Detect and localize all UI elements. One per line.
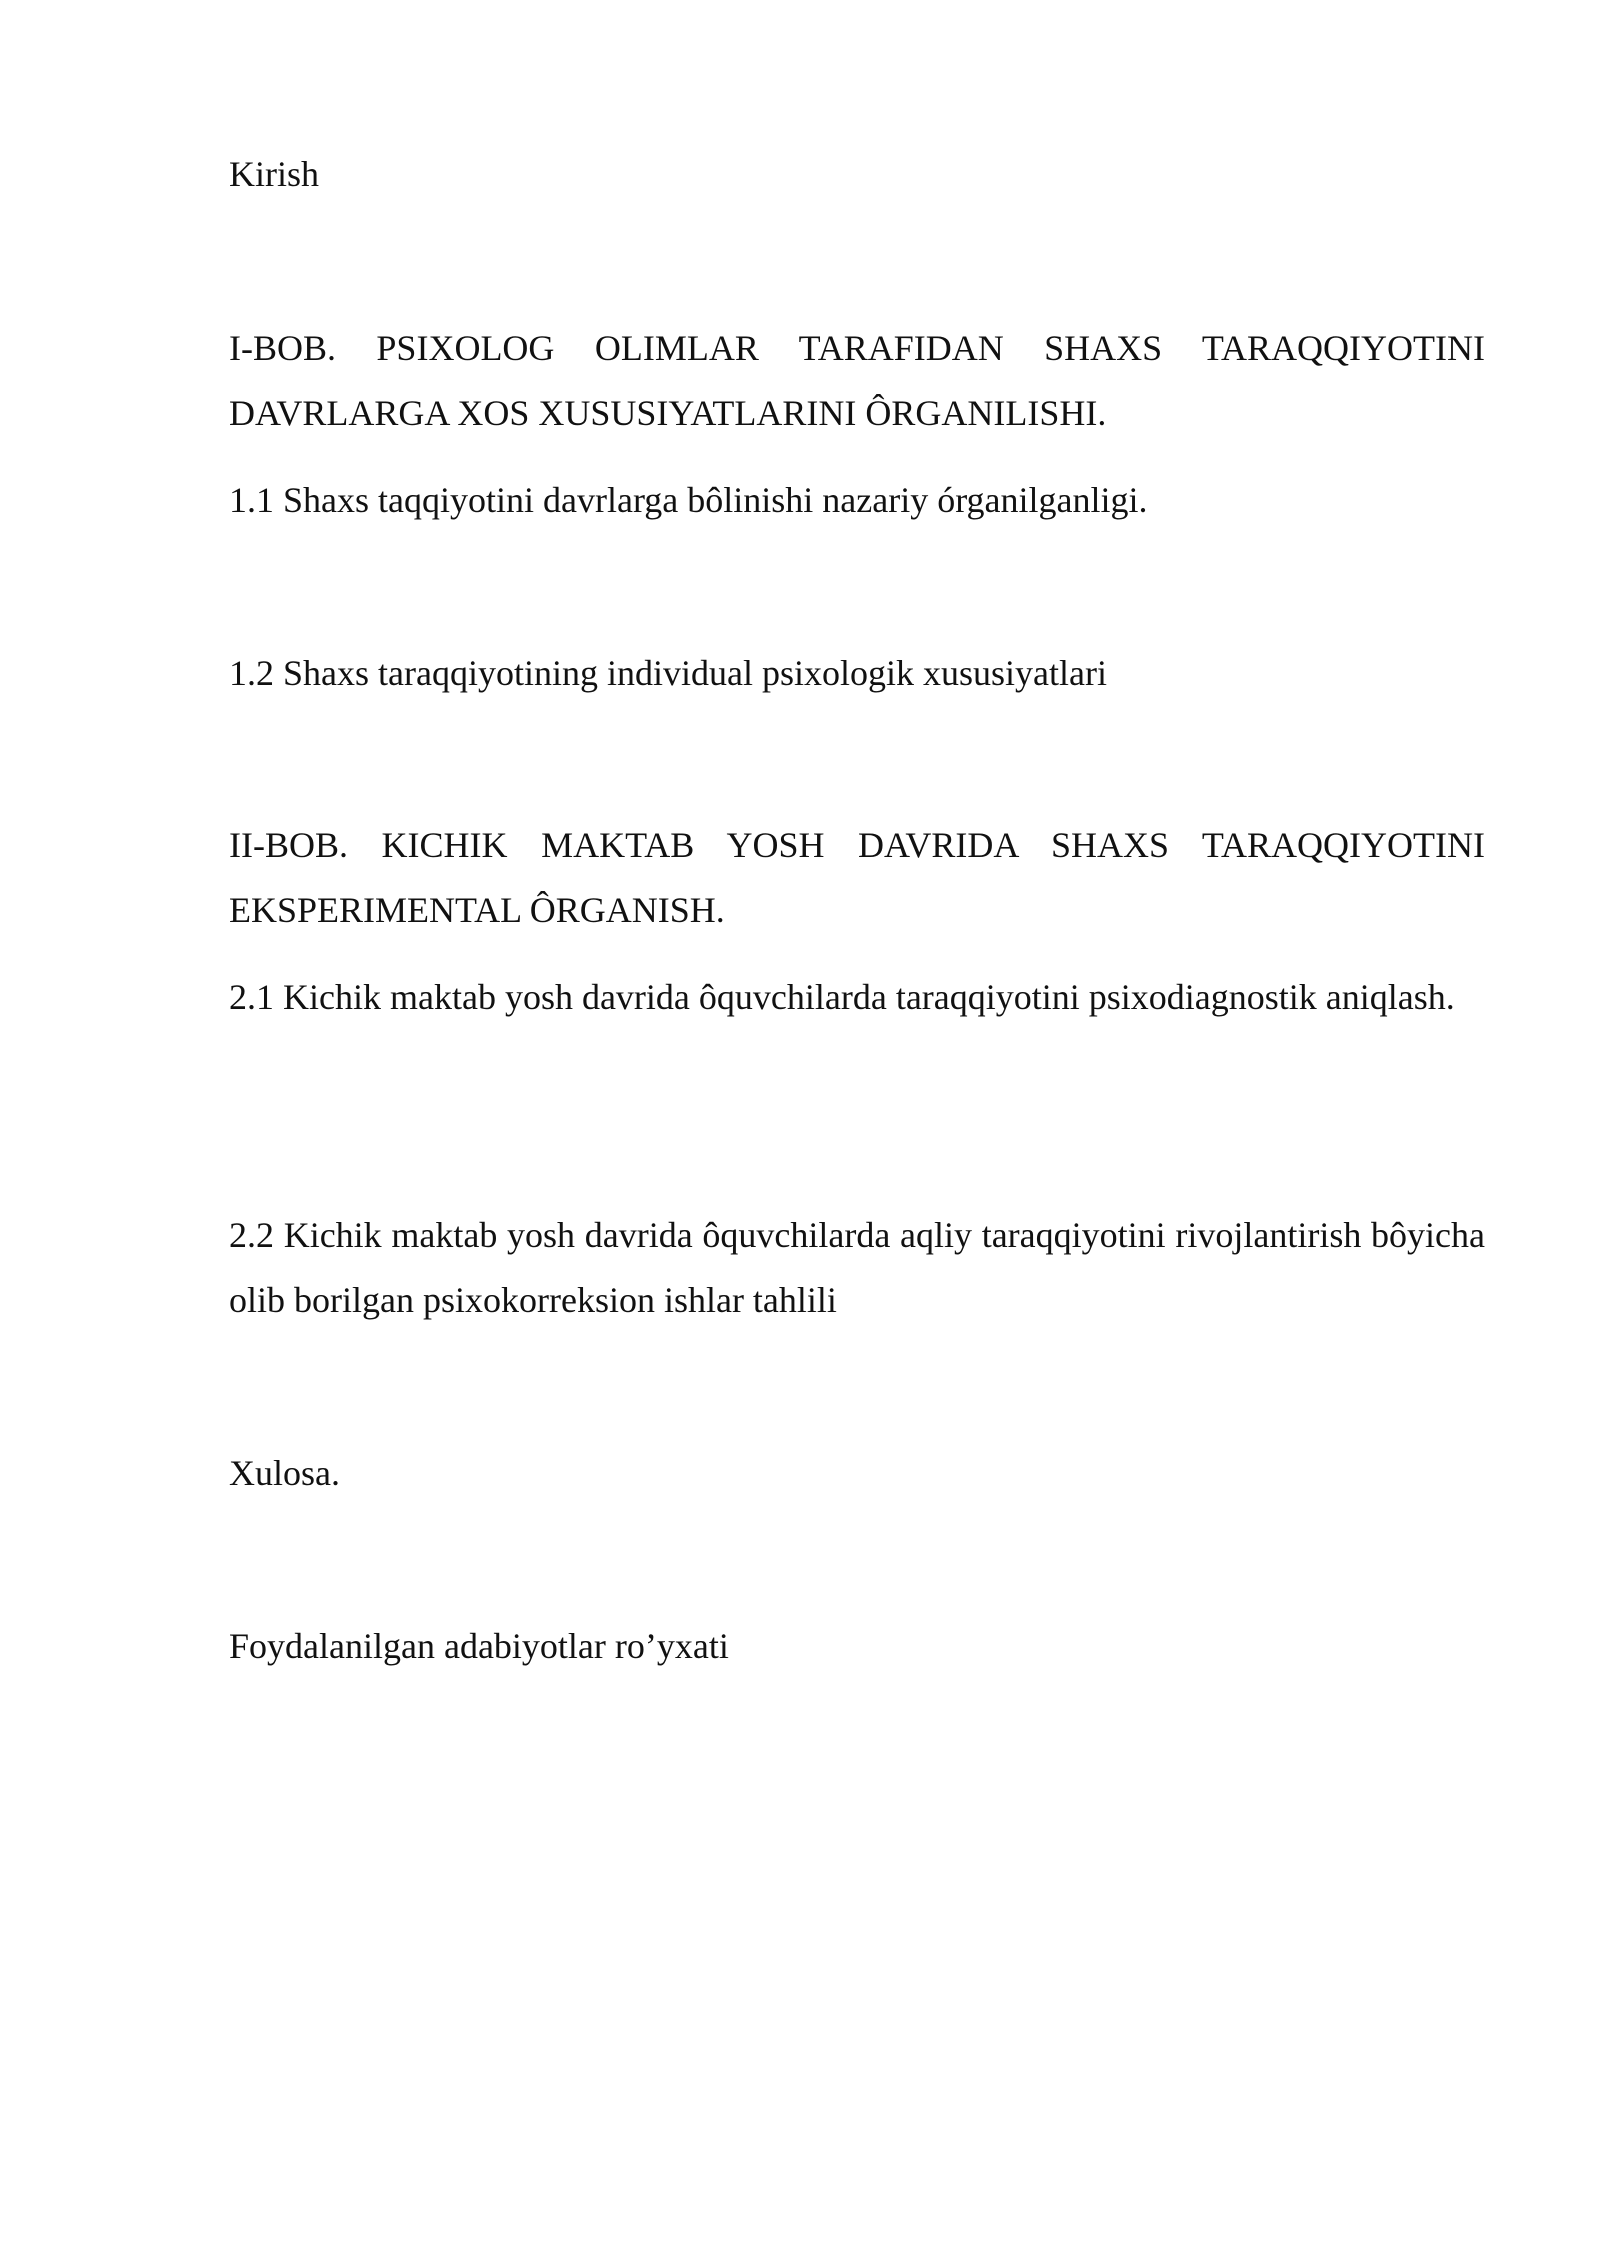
chapter-1-title: I-BOB. PSIXOLOG OLIMLAR TARAFIDAN SHAXS TARAQQIYOTINI DAVRLARGA XOS XUSUSIYATLARINI ÔRGANILISHI. bbox=[229, 328, 1485, 433]
section-1-1: 1.1 Shaxs taqqiyotini davrlarga bôlinishi nazariy órganilganligi. bbox=[229, 480, 1148, 520]
chapter-2-title: II-BOB. KICHIK MAKTAB YOSH DAVRIDA SHAXS TARAQQIYOTINI EKSPERIMENTAL ÔRGANISH. bbox=[229, 825, 1485, 930]
section-1-2: 1.2 Shaxs taraqqiyotining individual psixologik xususiyatlari bbox=[229, 653, 1107, 693]
toc-conclusion: Xulosa. bbox=[229, 1453, 340, 1493]
section-2-1: 2.1 Kichik maktab yosh davrida ôquvchilarda taraqqiyotini psixodiagnostik aniqlash. bbox=[229, 977, 1455, 1017]
toc-references: Foydalanilgan adabiyotlar ro’yxati bbox=[229, 1626, 729, 1666]
section-2-2: 2.2 Kichik maktab yosh davrida ôquvchilarda aqliy taraqqiyotini rivojlantirish bôyicha olib borilgan psixokorreksion ishlar tahlili bbox=[229, 1215, 1485, 1320]
toc-intro: Kirish bbox=[229, 154, 319, 194]
